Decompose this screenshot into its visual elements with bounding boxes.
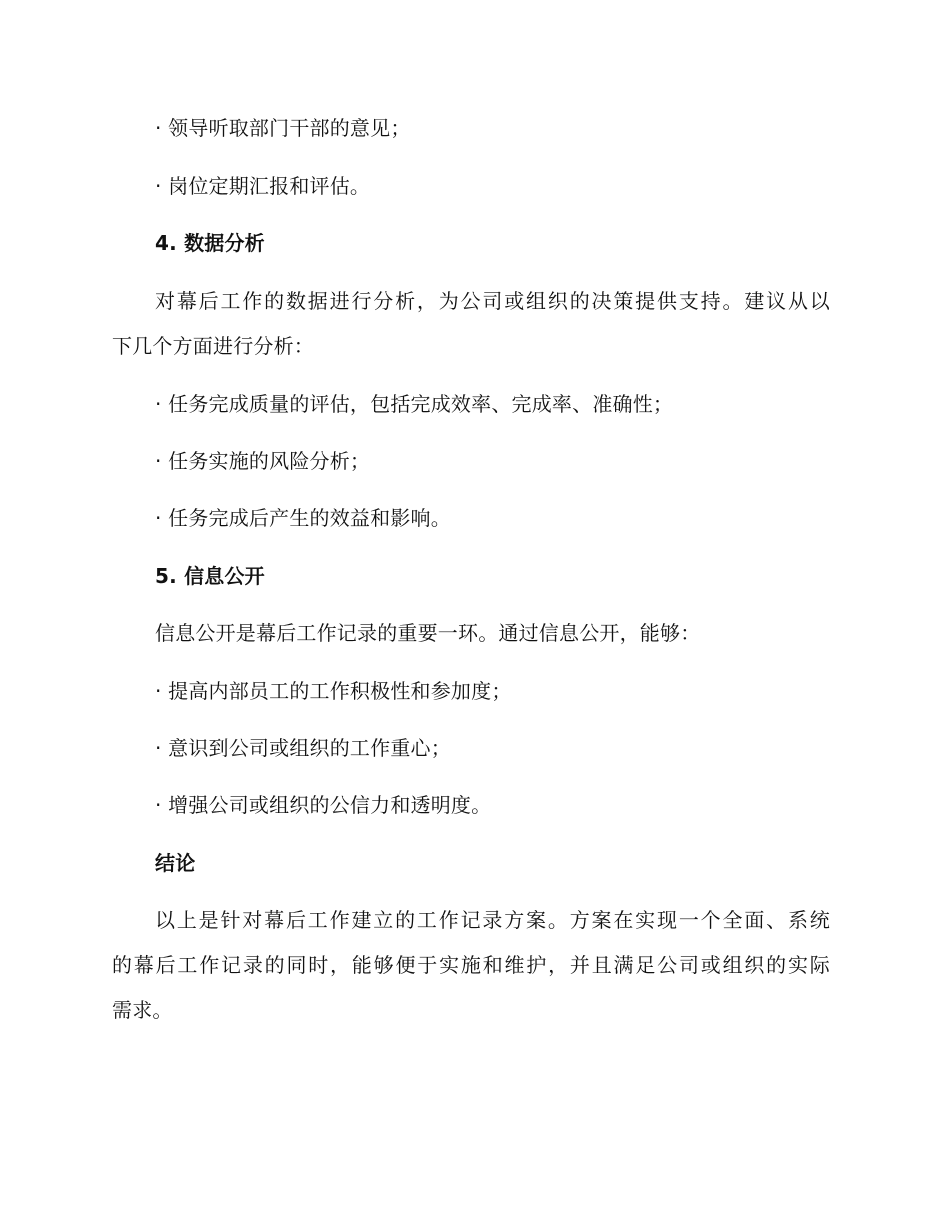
section4-paragraph-line2: 下几个方面进行分析： [112, 334, 314, 358]
section5-heading: 5. 信息公开 [155, 564, 265, 588]
section4-heading: 4. 数据分析 [155, 231, 265, 255]
section4-bullet-benefit: · 任务完成后产生的效益和影响。 [155, 506, 451, 530]
section4-paragraph-line1: 对幕后工作的数据进行分析，为公司或组织的决策提供支持。建议从以 [155, 289, 830, 313]
conclusion-line3: 需求。 [112, 998, 173, 1022]
conclusion-line2: 的幕后工作记录的同时，能够便于实施和维护，并且满足公司或组织的实际 [112, 953, 830, 977]
section5-paragraph: 信息公开是幕后工作记录的重要一环。通过信息公开，能够： [155, 621, 701, 645]
section4-bullet-risk: · 任务实施的风险分析； [155, 449, 371, 473]
section5-bullet-credibility: · 增强公司或组织的公信力和透明度。 [155, 793, 492, 817]
conclusion-heading: 结论 [155, 851, 196, 875]
section5-bullet-focus: · 意识到公司或组织的工作重心； [155, 736, 451, 760]
bullet-leader-listen: · 领导听取部门干部的意见； [155, 116, 411, 140]
section4-bullet-quality: · 任务完成质量的评估，包括完成效率、完成率、准确性； [155, 392, 674, 416]
section5-bullet-motivation: · 提高内部员工的工作积极性和参加度； [155, 679, 512, 703]
conclusion-line1: 以上是针对幕后工作建立的工作记录方案。方案在实现一个全面、系统 [155, 908, 830, 932]
bullet-periodic-report: · 岗位定期汇报和评估。 [155, 174, 371, 198]
